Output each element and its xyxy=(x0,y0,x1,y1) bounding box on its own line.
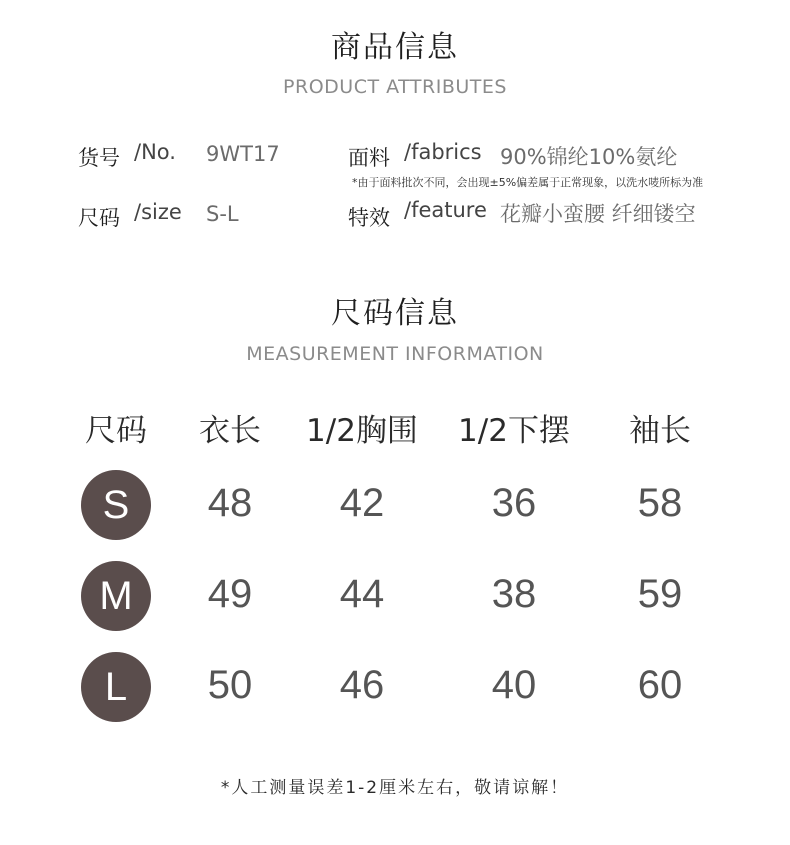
item-no-label-cn: 货号 xyxy=(78,146,120,170)
size-value: S-L xyxy=(206,202,239,226)
header-sleeve: 袖长 xyxy=(629,413,691,449)
product-section-title: 商品信息 xyxy=(331,30,459,65)
fabric-label-en: /fabrics xyxy=(404,140,482,164)
cell-length-s: 48 xyxy=(207,481,253,525)
header-half-hem: 1/2下摆 xyxy=(458,413,570,449)
cell-sleeve-s: 58 xyxy=(637,481,683,525)
cell-half-hem-l: 40 xyxy=(491,663,537,707)
cell-half-chest-m: 44 xyxy=(339,572,385,616)
cell-sleeve-l: 60 xyxy=(637,663,683,707)
cell-half-hem-s: 36 xyxy=(491,481,537,525)
feature-label-en: /feature xyxy=(404,198,487,222)
cell-length-l: 50 xyxy=(207,663,253,707)
size-badge-m: M xyxy=(81,561,151,631)
cell-half-chest-s: 42 xyxy=(339,481,385,525)
cell-half-hem-m: 38 xyxy=(491,572,537,616)
measurement-section-title: 尺码信息 xyxy=(331,296,459,331)
size-label-en: /size xyxy=(134,200,182,224)
header-length: 衣长 xyxy=(199,413,261,449)
size-badge-l: L xyxy=(81,652,151,722)
fabric-label-cn: 面料 xyxy=(348,146,390,170)
fabric-value: 90%锦纶10%氨纶 xyxy=(500,145,678,169)
product-section-subtitle: PRODUCT ATTRIBUTES xyxy=(283,76,507,98)
fabric-note: *由于面料批次不同，会出现±5%偏差属于正常现象，以洗水唛所标为准 xyxy=(352,176,704,189)
measurement-footnote: *人工测量误差1-2厘米左右，敬请谅解！ xyxy=(220,778,570,798)
header-size: 尺码 xyxy=(85,413,147,449)
cell-length-m: 49 xyxy=(207,572,253,616)
feature-value: 花瓣小蛮腰 纤细镂空 xyxy=(500,202,696,226)
feature-label-cn: 特效 xyxy=(348,206,390,230)
item-no-value: 9WT17 xyxy=(206,142,280,166)
cell-sleeve-m: 59 xyxy=(637,572,683,616)
size-badge-s: S xyxy=(81,470,151,540)
cell-half-chest-l: 46 xyxy=(339,663,385,707)
item-no-label-en: /No. xyxy=(134,140,176,164)
size-label-cn: 尺码 xyxy=(78,206,120,230)
header-half-chest: 1/2胸围 xyxy=(306,413,418,449)
measurement-section-subtitle: MEASUREMENT INFORMATION xyxy=(246,343,544,365)
